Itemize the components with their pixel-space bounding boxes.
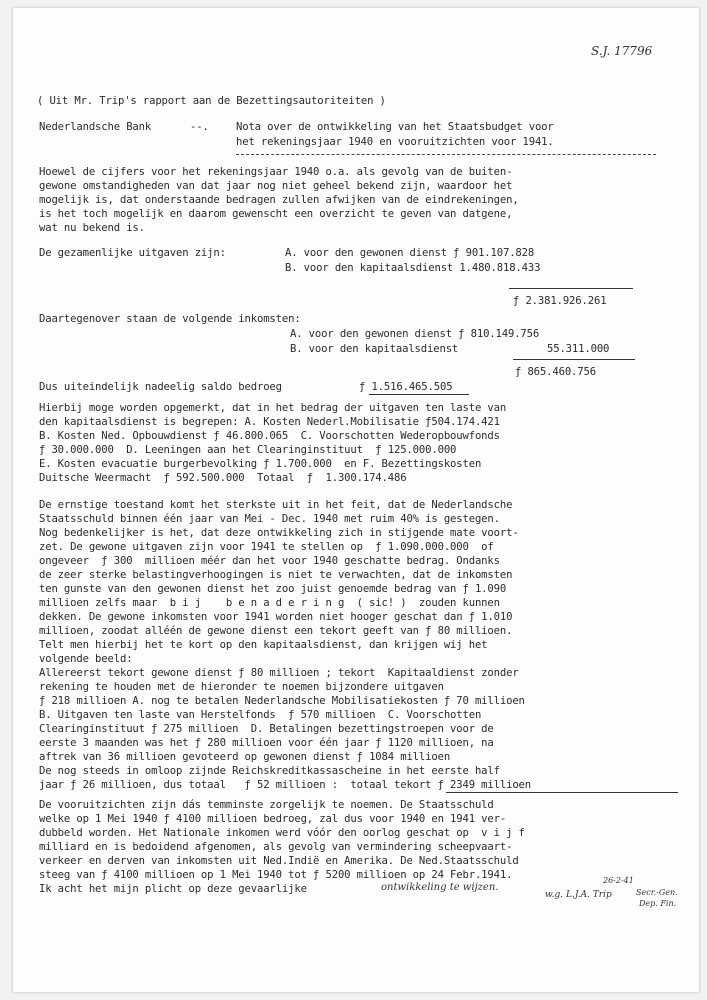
text-line: Nog bedenkelijker is het, dat deze ontwikkeling zich in stijgende mate voort- [39,527,519,539]
title-underline [236,154,656,155]
text-line: millioen, zoodat alléén de gewone dienst een tekort geeft van ƒ 80 millioen. [39,625,513,637]
handwritten-continuation: ontwikkeling te wijzen. [381,882,499,893]
expenses-line-b: B. voor den kapitaalsdienst 1.480.818.433 [285,262,541,274]
handwritten-date: 26-2-41 [603,876,634,885]
text-line: Ik acht het mijn plicht op deze gevaarlijke [39,883,307,895]
handwritten-signature: w.g. L.J.A. Trip [545,890,612,900]
expenses-line-a: A. voor den gewonen dienst ƒ 901.107.828 [285,247,535,259]
expenses-sum-rule [509,288,633,289]
document-page [13,8,699,992]
text-line: Telt men hierbij het te kort op den kapitaalsdienst, dan krijgen wij het [39,639,488,651]
text-line: millioen zelfs maar b i j b e n a d e r i n g ( sic! ) zouden kunnen [39,597,500,609]
text-line: dubbeld worden. Het Nationale inkomen werd vóór den oorlog geschat op v i j f [39,827,525,839]
text-line: ten gunste van den gewonen dienst het zoo juist genoemde bedrag van ƒ 1.090 [39,583,507,595]
balance-value: ƒ 1.516.465.505 [359,381,453,393]
income-line-b-value: 55.311.000 [547,343,610,355]
text-line: De ernstige toestand komt het sterkste uit in het feit, dat de Nederlandsche [39,499,513,511]
text-line: mogelijk is, dat onderstaande bedragen zullen afwijken van de eindrekeningen, [39,194,519,206]
total-deficit-underline [446,792,678,793]
expenses-label: De gezamenlijke uitgaven zijn: [39,247,226,259]
text-line: den kapitaalsdienst is begrepen: A. Kosten Nederl.Mobilisatie ƒ504.174.421 [39,416,500,428]
text-line: ongeveer ƒ 300 millioen méér dan het voor 1940 geschatte bedrag. Ondanks [39,555,500,567]
text-line: Clearinginstituut ƒ 275 millioen D. Betalingen bezettingstroepen voor de [39,723,494,735]
income-line-a: A. voor den gewonen dienst ƒ 810.149.756 [290,328,540,340]
text-line: aftrek van 36 millioen gevoteerd op gewonen dienst ƒ 1084 millioen [39,751,451,763]
text-line: ƒ 218 millioen A. nog te betalen Nederlandsche Mobilisatiekosten ƒ 70 millioen [39,695,525,707]
text-line: rekening te houden met de hieronder te noemen bijzondere uitgaven [39,681,444,693]
income-total: ƒ 865.460.756 [515,366,596,378]
expenses-total: ƒ 2.381.926.261 [513,295,607,307]
document-title-line-1: Nota over de ontwikkeling van het Staatsbudget voor [236,121,554,133]
text-line: volgende beeld: [39,653,133,665]
income-sum-rule [513,359,635,360]
text-line: Hierbij moge worden opgemerkt, dat in het bedrag der uitgaven ten laste van [39,402,507,414]
bank-name: Nederlandsche Bank [39,121,152,133]
text-line: De vooruitzichten zijn dás temminste zorgelijk te noemen. De Staatsschuld [39,799,494,811]
text-line: steeg van ƒ 4100 millioen op 1 Mei 1940 tot ƒ 5200 millioen op 24 Febr.1941. [39,869,513,881]
text-line: De nog steeds in omloop zijnde Reichskreditkassascheine in het eerste half [39,765,500,777]
text-line: ƒ 30.000.000 D. Leeningen aan het Clearinginstituut ƒ 125.000.000 [39,444,457,456]
text-line: Staatsschuld binnen één jaar van Mei - Dec. 1940 met ruim 40% is gestegen. [39,513,500,525]
source-note: ( Uit Mr. Trip's rapport aan de Bezettingsautoriteiten ) [37,95,386,107]
archive-reference: S.J. 17796 [591,44,653,58]
income-label: Daartegenover staan de volgende inkomsten: [39,313,301,325]
text-line: jaar ƒ 26 millioen, dus totaal ƒ 52 millioen : totaal tekort ƒ 2349 millioen [39,779,532,791]
text-line: gewone omstandigheden van dat jaar nog niet geheel bekend zijn, waardoor het [39,180,513,192]
handwritten-title: Secr.-Gen. [636,888,678,897]
text-line: wat nu bekend is. [39,222,145,234]
balance-underline [369,394,469,395]
text-line: verkeer en derven van inkomsten uit Ned.Indië en Amerika. De Ned.Staatsschuld [39,855,519,867]
text-line: E. Kosten evacuatie burgerbevolking ƒ 1.700.000 en F. Bezettingskosten [39,458,482,470]
text-line: eerste 3 maanden was het ƒ 280 millioen voor één jaar ƒ 1120 millioen, na [39,737,494,749]
text-line: Duitsche Weermacht ƒ 592.500.000 Totaal ƒ 1.300.174.486 [39,472,407,484]
text-line: milliard en is bedoidend afgenomen, als gevolg van vermindering scheepvaart- [39,841,513,853]
text-line: Allereerst tekort gewone dienst ƒ 80 millioen ; tekort Kapitaaldienst zonder [39,667,519,679]
text-line: is het toch mogelijk en daarom gewenscht een overzicht te geven van datgene, [39,208,513,220]
balance-label: Dus uiteindelijk nadeelig saldo bedroeg [39,381,282,393]
text-line: de zeer sterke belastingverhoogingen is niet te verwachten, dat de inkomsten [39,569,513,581]
text-line: dekken. De gewone inkomsten voor 1941 worden niet hooger geschat dan ƒ 1.010 [39,611,513,623]
text-line: B. Uitgaven ten laste van Herstelfonds ƒ 570 millioen C. Voorschotten [39,709,482,721]
text-line: B. Kosten Ned. Opbouwdienst ƒ 46.800.065 C. Voorschotten Wederopbouwfonds [39,430,500,442]
text-line: Hoewel de cijfers voor het rekeningsjaar 1940 o.a. als gevolg van de buiten- [39,166,513,178]
text-line: welke op 1 Mei 1940 ƒ 4100 millioen bedroeg, zal dus voor 1940 en 1941 ver- [39,813,507,825]
text-line: zet. De gewone uitgaven zijn voor 1941 te stellen op ƒ 1.090.000.000 of [39,541,494,553]
handwritten-department: Dep. Fin. [639,899,677,908]
bank-mark: --. [190,121,209,133]
income-line-b: B. voor den kapitaalsdienst [290,343,459,355]
document-title-line-2: het rekeningsjaar 1940 en vooruitzichten voor 1941. [236,136,554,148]
